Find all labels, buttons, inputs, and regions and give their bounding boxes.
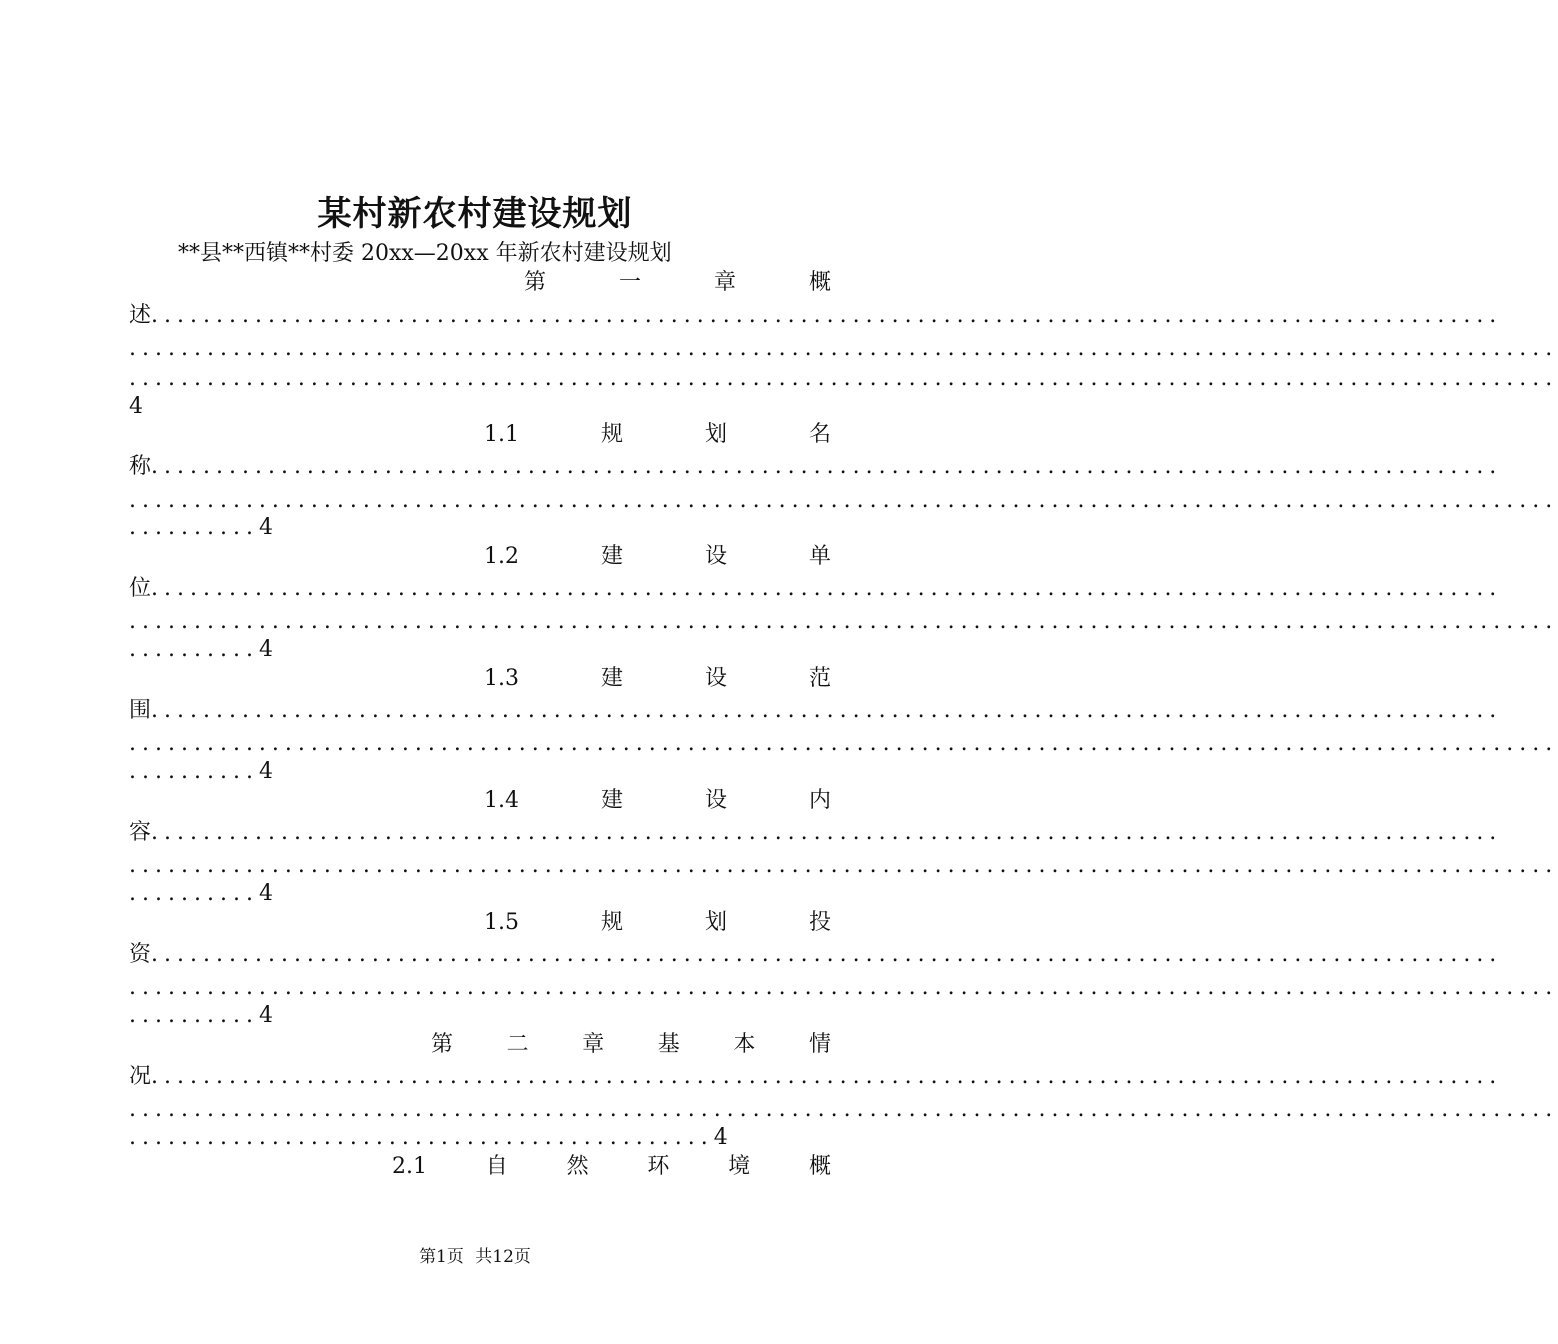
toc-leader-line: .............................................................................................................. xyxy=(129,488,1558,513)
toc-entry-heading: 1.2 建 设 单 xyxy=(484,544,831,569)
toc-leader-line: 资 ........................................................................................................ xyxy=(129,942,1503,967)
toc-page-number: 4 xyxy=(129,394,143,419)
toc-page-line: ..........4 xyxy=(129,759,273,784)
toc-entry-heading: 1.1 规 划 名 xyxy=(484,422,831,447)
toc-leader-line: 述 ........................................................................................................ xyxy=(129,303,1503,328)
toc-page-number: 4 xyxy=(713,1125,728,1150)
toc-page-line: .............................................4 xyxy=(129,1125,728,1150)
toc-page-number: 4 xyxy=(258,881,273,906)
toc-leader-line: 围 ........................................................................................................ xyxy=(129,698,1503,723)
toc-entry-heading: 1.3 建 设 范 xyxy=(484,666,831,691)
toc-entry-heading: 第 一 章 概 xyxy=(524,270,831,295)
toc-leader-line: 称 ........................................................................................................ xyxy=(129,454,1503,479)
page-total: 共12页 xyxy=(475,1247,531,1267)
toc-leader-line: .............................................................................................................. xyxy=(129,731,1558,756)
toc-page-line: ..........4 xyxy=(129,515,273,540)
toc-page-line: ..........4 xyxy=(129,637,273,662)
page-indicator: 第1页 xyxy=(419,1247,464,1267)
toc-page-number: 4 xyxy=(258,515,273,540)
document-title: 某村新农村建设规划 xyxy=(317,194,633,234)
toc-leader-line: .............................................................................................................. xyxy=(129,975,1558,1000)
toc-page-number: 4 xyxy=(258,637,273,662)
toc-page-number: 4 xyxy=(258,1003,273,1028)
toc-leader-line: .............................................................................................................. xyxy=(129,853,1558,878)
toc-entry-heading: 第 二 章 基 本 情 xyxy=(431,1032,831,1057)
toc-leader-line: .............................................................................................................. xyxy=(129,336,1558,361)
toc-leader-line: 容 ........................................................................................................ xyxy=(129,820,1503,845)
toc-page-number: 4 xyxy=(258,759,273,784)
toc-leader-line: .............................................................................................................. xyxy=(129,1097,1558,1122)
toc-leader-line: 位 ........................................................................................................ xyxy=(129,576,1503,601)
toc-entry-heading: 1.4 建 设 内 xyxy=(484,788,831,813)
document-subtitle: **县**西镇**村委 20xx—20xx 年新农村建设规划 xyxy=(178,241,672,266)
toc-leader-line: .............................................................................................................. xyxy=(129,609,1558,634)
page-footer xyxy=(0,1242,950,1267)
toc-leader-line: 况 ........................................................................................................ xyxy=(129,1064,1503,1089)
toc-leader-line: .............................................................................................................. xyxy=(129,366,1558,391)
toc-page-line: ..........4 xyxy=(129,1003,273,1028)
toc-entry-heading: 1.5 规 划 投 xyxy=(484,910,831,935)
toc-entry-heading: 2.1 自 然 环 境 概 xyxy=(392,1154,831,1179)
toc-page-line: ..........4 xyxy=(129,881,273,906)
